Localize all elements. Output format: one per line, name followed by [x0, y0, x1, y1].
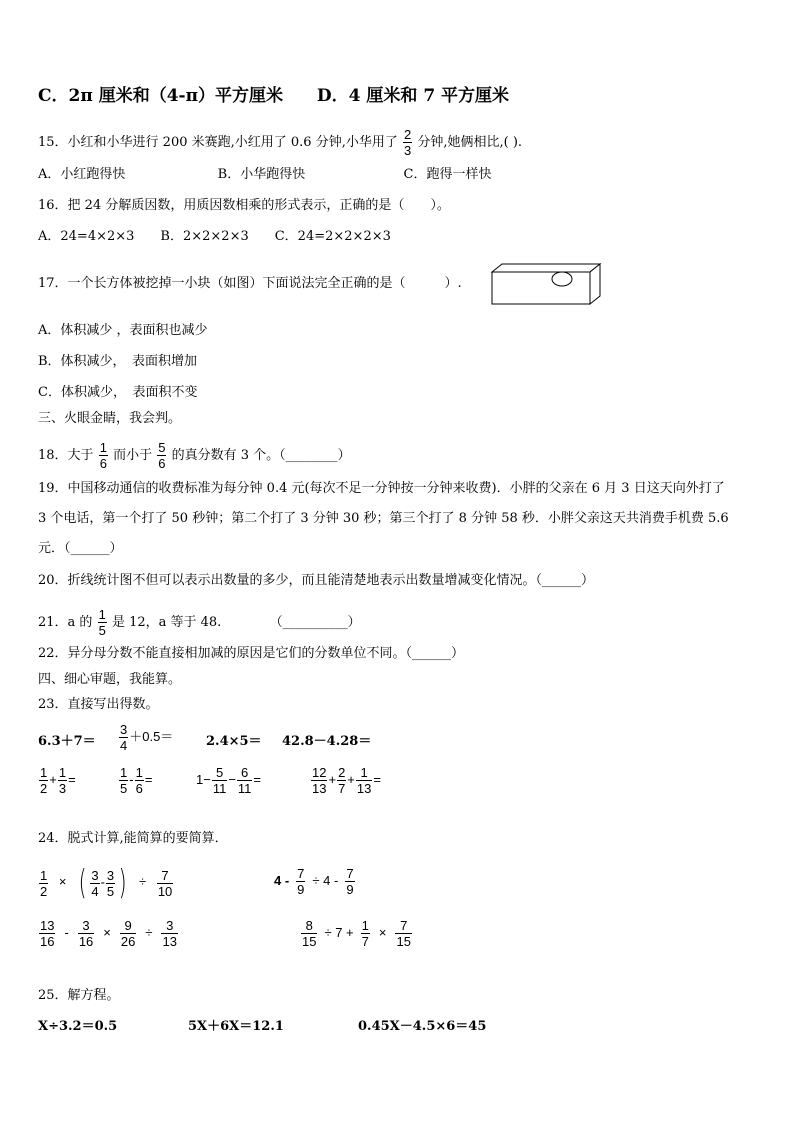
section-3-heading: 三、火眼金睛，我会判。 — [38, 411, 182, 426]
q15-option-a: A．小红跑得快 — [38, 167, 126, 182]
question-15 — [38, 127, 522, 158]
q23-e7-a-den: 11 — [212, 781, 227, 796]
q24-e3-c-num: 9 — [124, 918, 132, 933]
question-19-line-3: 元．（______） — [38, 541, 123, 556]
q24-e2-b-num: 7 — [346, 866, 354, 881]
q21-fraction — [98, 607, 107, 638]
option-d-text: D．4 厘米和 7 平方厘米 — [316, 86, 510, 106]
q23-e5-eq: = — [68, 771, 76, 787]
q24-expr-1 — [38, 863, 174, 903]
q18-fraction-2 — [157, 440, 166, 471]
question-25-title: 25．解方程。 — [38, 988, 120, 1003]
cuboid-figure — [490, 262, 604, 306]
q15-stem-start: 15．小红和小华进行 200 米赛跑,小红用了 0.6 分钟,小华用了 — [38, 135, 398, 150]
q21-end: 是 12，a 等于 48. — [111, 615, 222, 630]
q24-e3-b-den: 16 — [78, 934, 94, 949]
q16-options: A．24=4×2×3 B．2×2×2×3 C．24=2×2×2×3 — [38, 229, 391, 244]
q15-fraction — [403, 127, 412, 158]
q23-expr-1: 6.3＋7＝ — [38, 734, 96, 749]
q24-e4-b-num: 1 — [361, 918, 369, 933]
question-16: 16．把 24 分解质因数，用质因数相乘的形式表示，正确的是（ ）。 — [38, 198, 450, 213]
q23-e2-rest: ＋0.5＝ — [129, 729, 174, 744]
q23-e5-b-num: 1 — [58, 765, 67, 780]
q23-e5-a-den: 2 — [40, 781, 48, 796]
q24-e1-b-den: 10 — [157, 883, 173, 899]
q24-e1-in2-den: 5 — [106, 883, 115, 899]
q23-e8-eq: = — [373, 771, 381, 787]
q23-e7-a-num: 5 — [215, 765, 224, 780]
q15-stem-end: 分钟,她俩相比,( ). — [417, 135, 523, 150]
q24-e4-c-num: 7 — [400, 918, 408, 933]
q21-den: 5 — [98, 623, 106, 638]
q23-e6-a-num: 1 — [120, 765, 128, 780]
q23-e2-num: 3 — [120, 722, 128, 737]
q24-e1-a-num: 1 — [40, 867, 48, 883]
q17-option-b: B．体积减少， 表面积增加 — [38, 354, 198, 369]
q25-equation-3: 0.45X－4.5×6＝45 — [358, 1019, 487, 1034]
q24-e2-a-den: 9 — [297, 882, 305, 897]
q24-e4-b-den: 7 — [361, 934, 369, 949]
q24-e1-op1: × — [58, 874, 67, 890]
question-19-line-1: 19．中国移动通信的收费标准为每分钟 0.4 元(每次不足一分钟按一分钟来收费)．小胖的父亲在 6 月 3 日这天向外打了 — [38, 481, 725, 496]
q15-option-b: B．小华跑得快 — [217, 167, 306, 182]
q24-e3-a-den: 16 — [40, 934, 55, 949]
q24-e2-a-num: 7 — [297, 866, 305, 881]
q23-e2-den: 4 — [120, 738, 128, 753]
q23-expr-4: 42.8－4.28＝ — [282, 734, 372, 749]
q24-e3-d-den: 13 — [162, 934, 177, 949]
q25-equation-2: 5X＋6X＝12.1 — [188, 1019, 284, 1034]
q24-e3-op3: ÷ — [145, 924, 153, 940]
q23-e8-a-den: 13 — [312, 781, 327, 796]
q24-e1-b-num: 7 — [161, 867, 169, 883]
question-21 — [38, 607, 361, 638]
q17-option-c: C．体积减少， 表面积不变 — [38, 385, 198, 400]
q24-e2-mid: ÷ 4 - — [312, 872, 339, 888]
q23-e6-b-num: 1 — [135, 765, 143, 780]
q24-e1-rparen: ) — [118, 863, 127, 903]
option-c-text: C．2π 厘米和（4-π）平方厘米 — [38, 86, 284, 106]
question-17: 17．一个长方体被挖掉一小块（如图）下面说法完全正确的是（ ）. — [38, 276, 462, 291]
q23-e8-c-den: 13 — [356, 781, 372, 796]
q23-e7-b-num: 6 — [241, 765, 249, 780]
question-23-title: 23．直接写出得数。 — [38, 697, 159, 712]
q23-e7-eq: = — [253, 771, 262, 787]
q24-e4-a-den: 15 — [302, 934, 317, 949]
q24-expr-4 — [300, 918, 413, 949]
q24-e1-in1-num: 3 — [91, 867, 99, 883]
q24-e4-c-den: 15 — [396, 934, 411, 949]
q24-e1-in1-den: 4 — [91, 883, 99, 899]
q24-e1-a-den: 2 — [40, 883, 48, 899]
q23-e5-op: + — [49, 771, 57, 787]
q24-e1-op2: ÷ — [139, 874, 147, 890]
q24-e2-pre: 4 - — [274, 872, 290, 888]
q23-e8-a-num: 12 — [312, 765, 327, 780]
q23-e6-b-den: 6 — [135, 781, 143, 796]
q24-e4-op: × — [378, 924, 387, 940]
q24-e3-c-den: 26 — [120, 934, 136, 949]
q18-f2-den: 6 — [158, 456, 166, 471]
q24-e1-in-op: - — [100, 874, 105, 890]
q25-equation-1: X÷3.2＝0.5 — [38, 1019, 118, 1034]
q24-e3-a-num: 13 — [40, 918, 55, 933]
q23-e8-b-num: 2 — [338, 765, 346, 780]
q23-e7-op: − — [228, 771, 236, 787]
q24-e3-d-num: 3 — [166, 918, 174, 933]
q24-e4-a-num: 8 — [305, 918, 313, 933]
q24-expr-3 — [38, 918, 179, 949]
q23-expr-5 — [38, 765, 76, 796]
q15-frac-num: 2 — [403, 127, 412, 142]
q21-answer-blank: （__________） — [269, 615, 361, 630]
q21-num: 1 — [98, 607, 106, 622]
q23-e6-op: - — [129, 771, 134, 787]
q23-expr-6 — [118, 765, 152, 796]
q17-option-a: A．体积减少 ，表面积也减少 — [38, 323, 208, 338]
q18-start: 18．大于 — [38, 448, 94, 463]
q23-expr-2 — [118, 722, 173, 753]
q24-e2-b-den: 9 — [346, 882, 354, 897]
q23-e7-pre: 1− — [196, 771, 211, 787]
question-24-title: 24．脱式计算,能简算的要简算． — [38, 831, 228, 846]
question-20: 20．折线统计图不但可以表示出数量的多少，而且能清楚地表示出数量增减变化情况。（______） — [38, 573, 595, 588]
q24-e3-b-num: 3 — [82, 918, 90, 933]
q24-expr-2 — [274, 866, 356, 897]
q18-f1-den: 6 — [99, 456, 107, 471]
q23-expr-3: 2.4×5＝ — [206, 734, 262, 749]
q23-e6-a-den: 5 — [120, 781, 128, 796]
q24-e1-lparen: ( — [78, 863, 87, 903]
question-19-line-2: 3 个电话，第一个打了 50 秒钟；第二个打了 3 分钟 30 秒；第三个打了 8 分钟 58 秒．小胖父亲这天共消费手机费 5.6 — [38, 511, 729, 526]
q15-option-c: C．跑得一样快 — [403, 167, 492, 182]
q23-e6-eq: = — [144, 771, 153, 787]
q18-end: 的真分数有 3 个。（________） — [171, 448, 351, 463]
q15-frac-den: 3 — [403, 143, 412, 158]
q21-start: 21．a 的 — [38, 615, 93, 630]
q23-e8-b-den: 7 — [338, 781, 346, 796]
q18-f2-num: 5 — [158, 440, 166, 455]
q23-e8-c-num: 1 — [360, 765, 368, 780]
q23-expr-8 — [310, 765, 381, 796]
q18-f1-num: 1 — [99, 440, 107, 455]
q23-e8-op1: + — [328, 771, 337, 787]
question-22: 22．异分母分数不能直接相加减的原因是它们的分数单位不同。（______） — [38, 646, 465, 661]
option-c-line — [38, 87, 509, 105]
q23-expr-7 — [196, 765, 261, 796]
section-4-heading: 四、细心审题，我能算。 — [38, 672, 182, 687]
q24-e4-mid: ÷ 7 + — [324, 924, 354, 940]
q18-fraction-1 — [99, 440, 108, 471]
q23-e5-a-num: 1 — [40, 765, 48, 780]
q15-options — [38, 166, 491, 184]
q24-e3-op2: × — [103, 924, 111, 940]
q24-e3-op1: - — [64, 924, 69, 940]
q18-mid: 而小于 — [113, 448, 153, 463]
q23-e7-b-den: 11 — [237, 781, 252, 796]
q23-e5-b-den: 3 — [58, 781, 67, 796]
question-18 — [38, 440, 351, 471]
q24-e1-in2-num: 3 — [106, 867, 115, 883]
q23-e8-op2: + — [347, 771, 355, 787]
